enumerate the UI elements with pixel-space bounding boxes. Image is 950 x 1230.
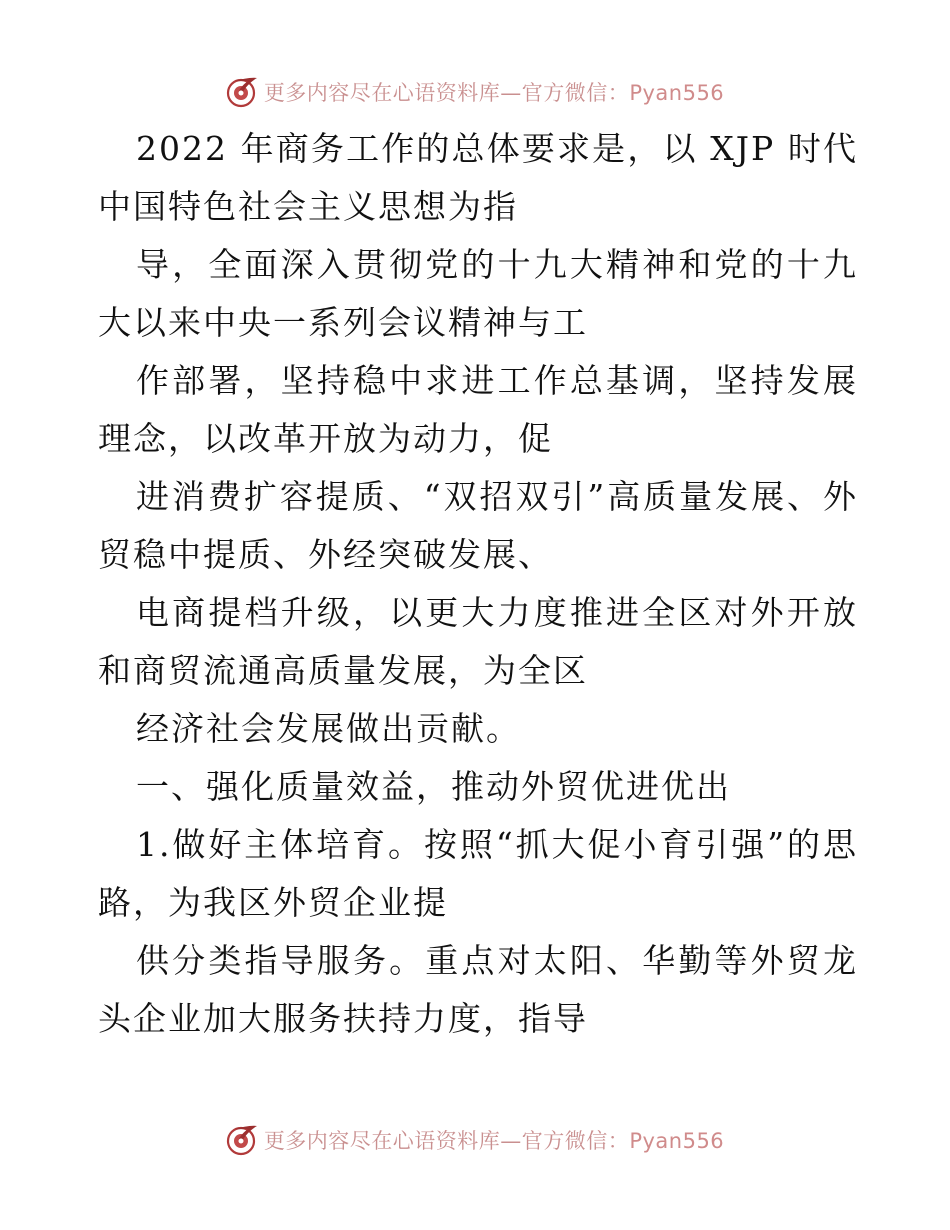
paragraph-5: 电商提档升级，以更大力度推进全区对外开放和商贸流通高质量发展，为全区 xyxy=(98,593,858,690)
footer-watermark xyxy=(0,1120,950,1160)
paragraph-1: 2022 年商务工作的总体要求是，以 XJP 时代中国特色社会主义思想为指 xyxy=(98,129,858,226)
paragraph-3: 作部署，坚持稳中求进工作总基调，坚持发展理念，以改革开放为动力，促 xyxy=(98,361,858,458)
document-body xyxy=(98,120,858,1048)
paragraph-2: 导，全面深入贯彻党的十九大精神和党的十九大以来中央一系列会议精神与工 xyxy=(98,245,858,342)
watermark-text: 更多内容尽在心语资料库—官方微信： xyxy=(263,1129,630,1153)
header-watermark xyxy=(0,72,950,112)
section-heading: 一、强化质量效益，推动外贸优进优出 xyxy=(136,767,731,806)
paragraph-6: 经济社会发展做出贡献。 xyxy=(136,709,521,748)
watermark-wechat-id: Pyan556 xyxy=(629,81,725,105)
watermark-wechat-id: Pyan556 xyxy=(629,1129,725,1153)
paragraph-4: 进消费扩容提质、“双招双引”高质量发展、外贸稳中提质、外经突破发展、 xyxy=(98,477,858,574)
paragraph-8: 1.做好主体培育。按照“抓大促小育引强”的思路，为我区外贸企业提 xyxy=(98,825,858,922)
watermark-text: 更多内容尽在心语资料库—官方微信： xyxy=(263,81,630,105)
quill-logo-icon xyxy=(226,1123,260,1157)
quill-logo-icon xyxy=(226,75,260,109)
paragraph-9: 供分类指导服务。重点对太阳、华勤等外贸龙头企业加大服务扶持力度，指导 xyxy=(98,941,858,1038)
